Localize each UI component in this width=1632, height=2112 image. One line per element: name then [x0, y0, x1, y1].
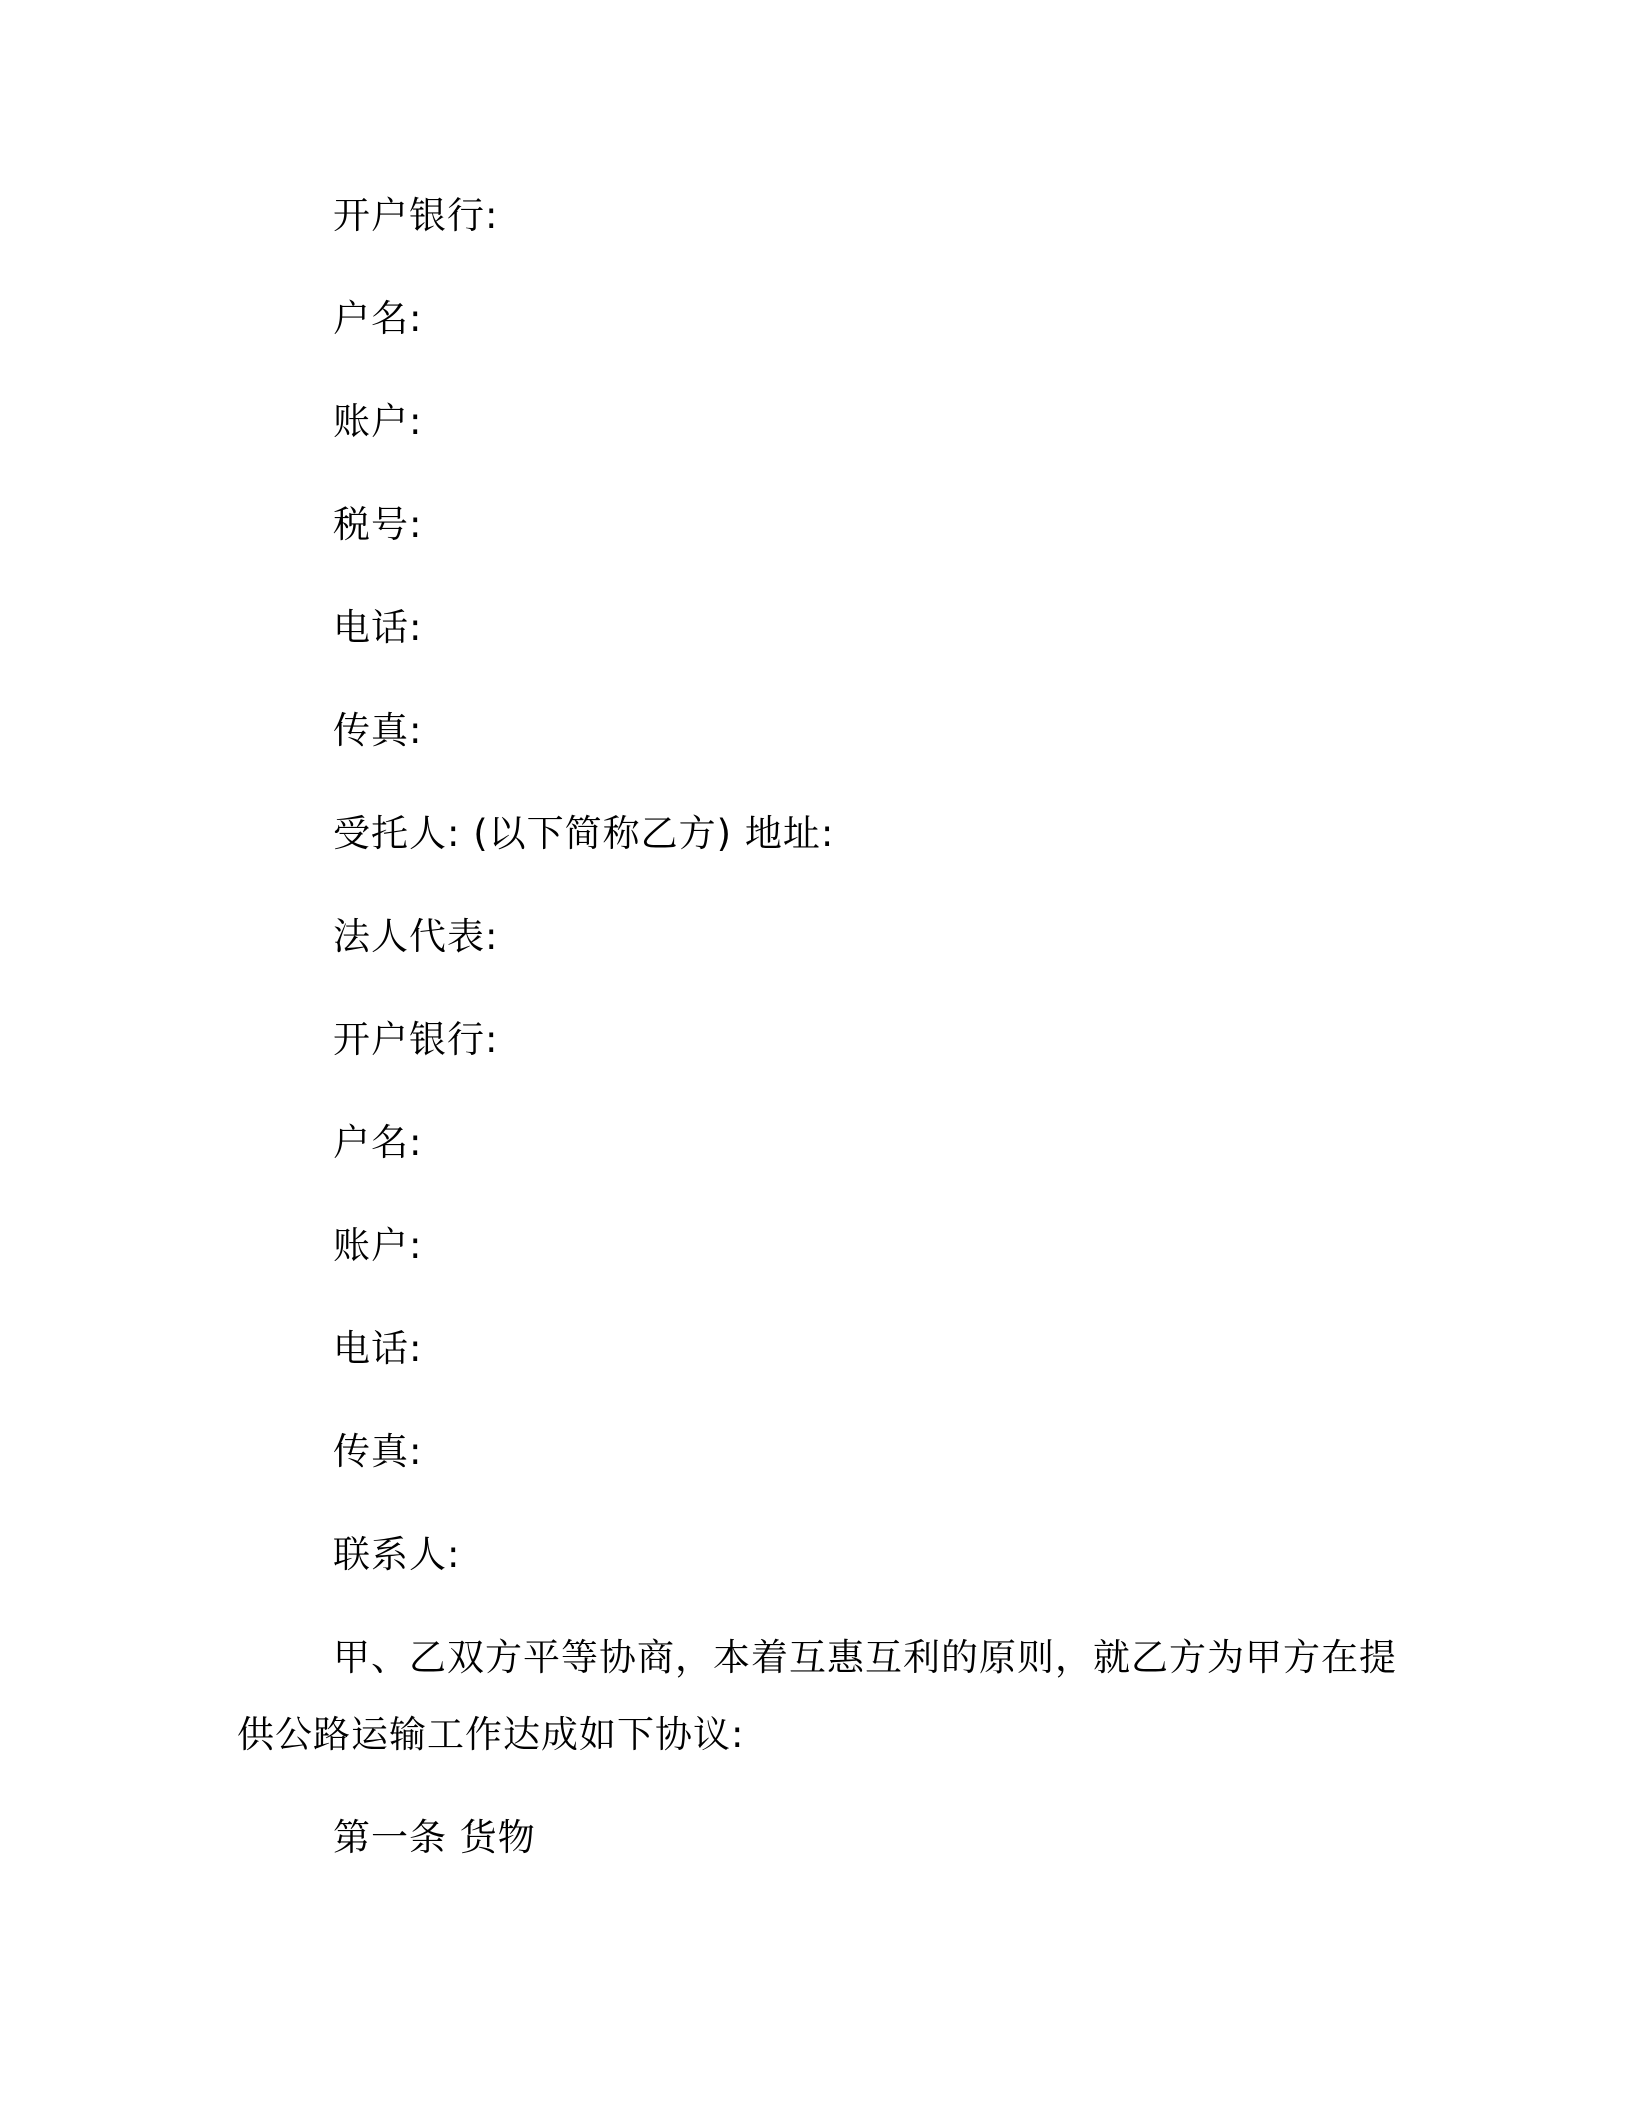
field-phone-a: 电话: — [333, 606, 423, 649]
agreement-paragraph-line-1: 甲、乙双方平等协商，本着互惠互利的原则，就乙方为甲方在提 — [333, 1636, 1397, 1679]
party-b-intro: 受托人: (以下简称乙方) 地址: — [333, 812, 835, 855]
field-contact-b: 联系人: — [333, 1533, 461, 1576]
field-account-b: 账户: — [333, 1224, 423, 1267]
field-legal-rep-b: 法人代表: — [333, 915, 499, 958]
field-account-name-a: 户名: — [333, 297, 423, 340]
field-account-a: 账户: — [333, 400, 423, 443]
field-phone-b: 电话: — [333, 1327, 423, 1370]
article-1-heading: 第一条 货物 — [333, 1816, 536, 1859]
field-fax-b: 传真: — [333, 1430, 423, 1473]
field-bank-b: 开户银行: — [333, 1018, 499, 1061]
field-fax-a: 传真: — [333, 709, 423, 752]
field-account-name-b: 户名: — [333, 1121, 423, 1164]
field-tax-id-a: 税号: — [333, 503, 423, 546]
field-bank-a: 开户银行: — [333, 194, 499, 237]
agreement-paragraph-line-2: 供公路运输工作达成如下协议: — [237, 1713, 745, 1756]
